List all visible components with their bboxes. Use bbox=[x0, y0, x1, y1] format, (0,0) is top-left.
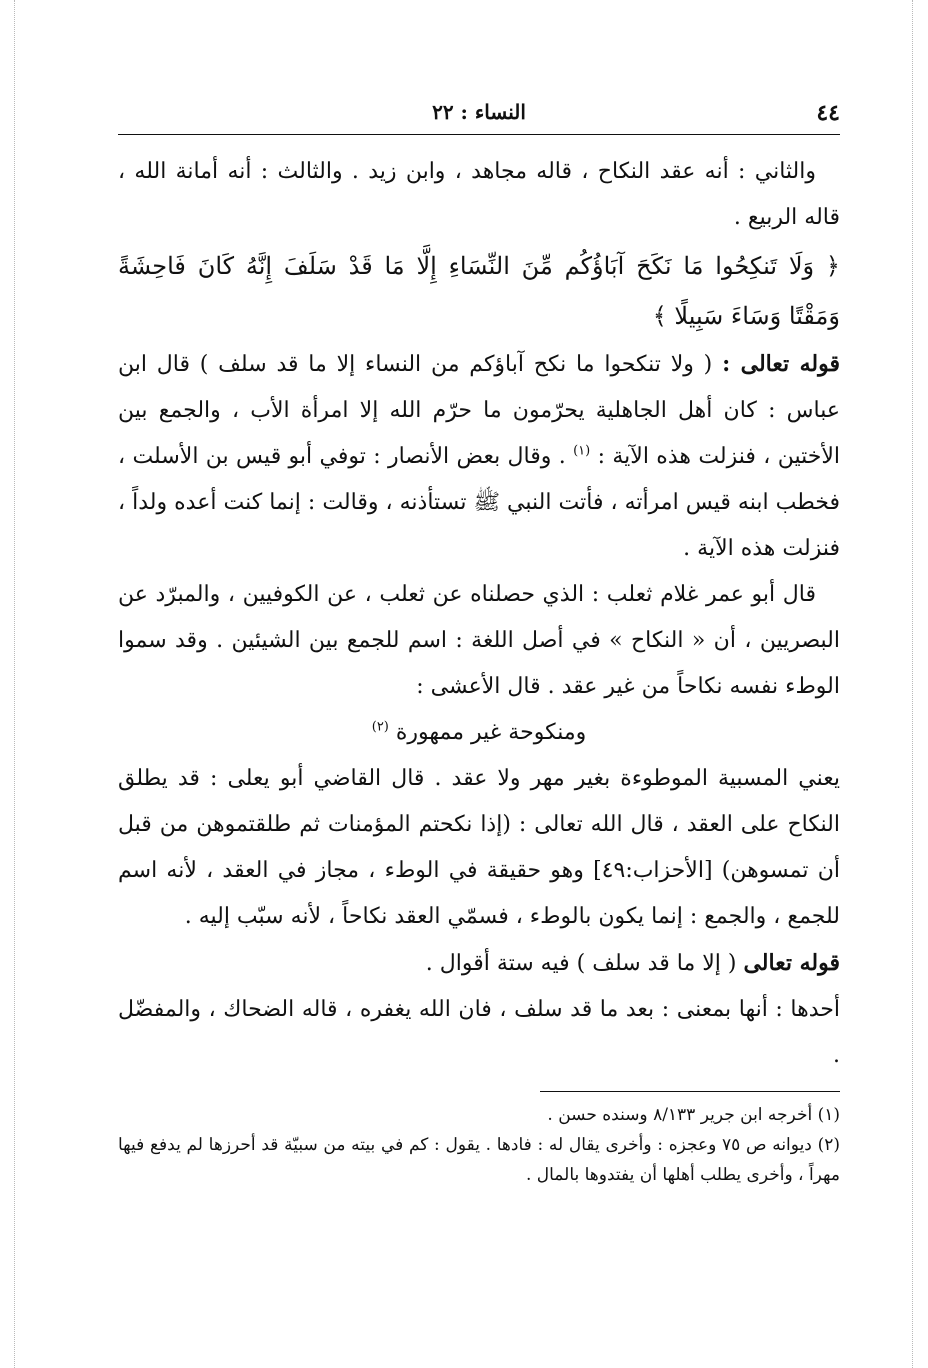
footnotes bbox=[118, 1100, 840, 1190]
page-number: ٤٤ bbox=[816, 100, 840, 126]
paragraph-tafsir-verse bbox=[118, 341, 840, 572]
footnote-ref-2: (٢) bbox=[371, 719, 389, 735]
footnote-separator bbox=[540, 1091, 840, 1092]
except-text: ( إلا ما قد سلف ) فيه ستة أقوال . bbox=[425, 951, 737, 976]
paragraph-qadi: يعني المسبية الموطوءة بغير مهر ولا عقد . قال القاضي أبو يعلى : قد يطلق النكاح على العقد ، قال الله تعالى : (إذا نكحتم المؤمنات ثم طلقتموهن من قبل أن تمسوهن) [الأحزاب:٤٩] وهو حقيقة في الوطء ، مجاز في العقد ، لأنه اسم للجمع ، والجمع : إنما يكون بالوطء ، فسمّي العقد نكاحاً ، لأنه سبّب إليه . bbox=[118, 766, 840, 929]
page-header bbox=[118, 92, 840, 135]
scan-guide-right bbox=[912, 0, 913, 1368]
paragraph-except bbox=[118, 940, 840, 987]
quran-verse: ﴿ وَلَا تَنكِحُوا مَا نَكَحَ آبَاؤُكُم مِّنَ النِّسَاءِ إِلَّا مَا قَدْ سَلَفَ إِنَّهُ كَانَ فَاحِشَةً وَمَقْتًا وَسَاءَ سَبِيلًا ﴾ bbox=[118, 252, 840, 330]
verse-term: قوله تعالى : bbox=[722, 351, 840, 377]
footnote-ref-1: (١) bbox=[573, 443, 591, 459]
paragraph-first-opinion: أحدها : أنها بمعنى : بعد ما قد سلف ، فان الله يغفره ، قاله الضحاك ، والمفضّل . bbox=[118, 997, 840, 1068]
verse-term-2: قوله تعالى bbox=[743, 950, 840, 976]
footnote-2: (٢) ديوانه ص ٧٥ وعجزه : وأخرى يقال له : فادها . يقول : كم في بيته من سبيّة قد أحرزها لم يدفع فيها مهراً ، وأخرى يطلب أهلها أن يفتدوها بالمال . bbox=[118, 1135, 840, 1185]
scan-guide-left bbox=[14, 0, 15, 1368]
poetry-text: ومنكوحة غير ممهورة bbox=[395, 720, 587, 745]
poetry-line bbox=[118, 710, 840, 756]
running-title: النساء : ٢٢ bbox=[432, 100, 526, 124]
paragraph-lexical: قال أبو عمر غلام ثعلب : الذي حصلناه عن ثعلب ، عن الكوفيين ، والمبرّد عن البصريين ، أن « النكاح » في أصل اللغة : اسم للجمع بين الشيئين . وقد سموا الوطء نفسه نكاحاً من غير عقد . قال الأعشى : bbox=[118, 582, 840, 699]
tafsir-text-a: ( ولا تنكحوا ما نكح آباؤكم من النساء إلا ما قد سلف ) قال ابن عباس : كان أهل الجاهلية يحرّمون ما حرّم الله إلا امرأة الأب ، والجمع بين الأختين ، فنزلت هذه الآية : bbox=[118, 352, 841, 469]
paragraph-opinions: والثاني : أنه عقد النكاح ، قاله مجاهد ، وابن زيد . والثالث : أنه أمانة الله ، قاله الربيع . bbox=[118, 159, 840, 230]
footnote-1: (١) أخرجه ابن جرير ٨/١٣٣ وسنده حسن . bbox=[547, 1105, 840, 1125]
book-page bbox=[118, 92, 840, 1190]
main-text bbox=[118, 149, 840, 1079]
tafsir-text-b: . وقال بعض الأنصار : توفي أبو قيس بن الأسلت ، فخطب ابنه قيس امرأته ، فأتت النبي ﷺ تستأذنه ، وقالت : إنما كنت أعده ولداً ، فنزلت هذه الآية . bbox=[118, 444, 840, 561]
